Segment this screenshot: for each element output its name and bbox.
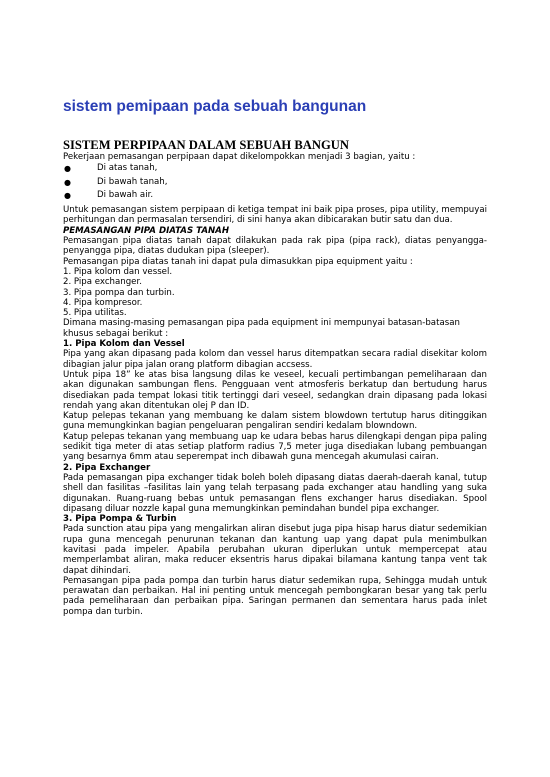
- intro-paragraph: Pekerjaan pemasangan perpipaan dapat dikelompokkan menjadi 3 bagian, yaitu :: [63, 152, 416, 162]
- bullet-icon: ●: [64, 164, 71, 174]
- document-body: [63, 98, 487, 617]
- list-item: 5. Pipa utilitas.: [63, 308, 127, 319]
- list-item: ● Di bawah air.: [63, 189, 487, 202]
- subsection-heading: 3. Pipa Pompa & Turbin: [63, 514, 177, 525]
- paragraph: Katup pelepas tekanan yang membuang ke dalam sistem blowdown tertutup harus ditinggikan guna memungkinkan bagian pengeluaran pengaliran sendiri kedalam blowndown.: [63, 411, 487, 432]
- list-item: 1. Pipa kolom dan vessel.: [63, 266, 173, 277]
- list-item: 4. Pipa kompresor.: [63, 297, 143, 308]
- scope-paragraph: Untuk pemasangan sistem perpipaan di ketiga tempat ini baik pipa proses, pipa utility, mempuyai perhitungan dan permasalan tersendiri, di sini hanya akan dibicarakan butir satu dan dua.: [63, 205, 487, 226]
- paragraph: Dimana masing-masing pemasangan pipa pada equipment ini mempunyai batasan-batasan khusus sebagai berikut :: [63, 318, 460, 339]
- equipment-list: [63, 267, 487, 318]
- paragraph: Pada pemasangan pipa exchanger tidak boleh boleh dipasang diatas daerah-daerah kanal, tutup shell dan fasilitas –fasilitas lain yang telah terpasang pada exchanger atau handling yang suka digunakan. Ruang-ruang bebas untuk pemasangan flens exchanger harus disediakan. Spool dipasang diluar nozzle kapal guna memungkinkan pemindahan bundel pipa exchanger.: [63, 472, 487, 514]
- subsection-heading: PEMASANGAN PIPA DIATAS TANAH: [63, 225, 230, 236]
- list-item: ● Di bawah tanah,: [63, 176, 487, 189]
- paragraph: Pada sunction atau pipa yang mengalirkan aliran disebut juga pipa hisap harus diatur sedemikian rupa guna mencegah penurunan tekanan dan kantung uap yang dapat pula menimbulkan kavitasi pada impeler. Apabila perubahan ukuran diperlukan untuk mempercepat atau memperlambat aliran, maka reducer eksentris harus dipakai bilamana kantung tanpa vent tak dapat dihindari.: [63, 524, 487, 576]
- paragraph: Katup pelepas tekanan yang membuang uap ke udara bebas harus dilengkapi dengan pipa paling sedikit tiga meter di atas setiap platform radius 7,5 meter juga disediakan lubang pembuangan yang besarnya 6mm atau seperempat inch dibawah guna mencegah akumulasi cairan.: [63, 431, 487, 463]
- page-title: sistem pemipaan pada sebuah bangunan: [63, 98, 367, 115]
- paragraph: Pemasangan pipa pada pompa dan turbin harus diatur sedemikan rupa, Sehingga mudah untuk perawatan dan perbaikan. Hal ini penting untuk mencegah pembongkaran besar yang tak perlu pada pemeliharaan dan perbaikan pipa. Saringan permanen dan sementara harus pada inlet pompa dan turbin.: [63, 575, 487, 617]
- locations-list: [63, 162, 487, 202]
- paragraph: Untuk pipa 18” ke atas bisa langsung dilas ke veseel, kecuali pertimbangan pemeliharaan dan akan digunakan sambungan flens. Pengguaan vent atmosferis berkatup dan bertudung harus disediakan pada tempat lokasi titik tertinggi dari veseel, sedangkan drain dipasang pada lokasi rendah yang akan ditentukan olej P dan ID.: [63, 369, 487, 411]
- paragraph: Pemasangan pipa diatas tanah dapat dilakukan pada rak pipa (pipa rack), diatas penyangga-penyangga pipa, diatas dudukan pipa (sleeper).: [63, 236, 487, 257]
- list-item: ● Di atas tanah,: [63, 162, 487, 175]
- paragraph: Pemasangan pipa diatas tanah ini dapat pula dimasukkan pipa equipment yaitu :: [63, 256, 413, 267]
- subsection-heading: 2. Pipa Exchanger: [63, 462, 151, 473]
- list-item: 2. Pipa exchanger.: [63, 277, 142, 288]
- list-item: 3. Pipa pompa dan turbin.: [63, 287, 175, 298]
- paragraph: Pipa yang akan dipasang pada kolom dan vessel harus ditempatkan secara radial disekitar kolom dibagian jalur pipa jalan orang platform dibagian accsess.: [63, 349, 487, 370]
- section-heading-main: SISTEM PERPIPAAN DALAM SEBUAH BANGUN: [63, 138, 349, 152]
- bullet-icon: ●: [64, 190, 71, 200]
- bullet-icon: ●: [64, 177, 71, 187]
- subsection-heading: 1. Pipa Kolom dan Vessel: [63, 339, 185, 350]
